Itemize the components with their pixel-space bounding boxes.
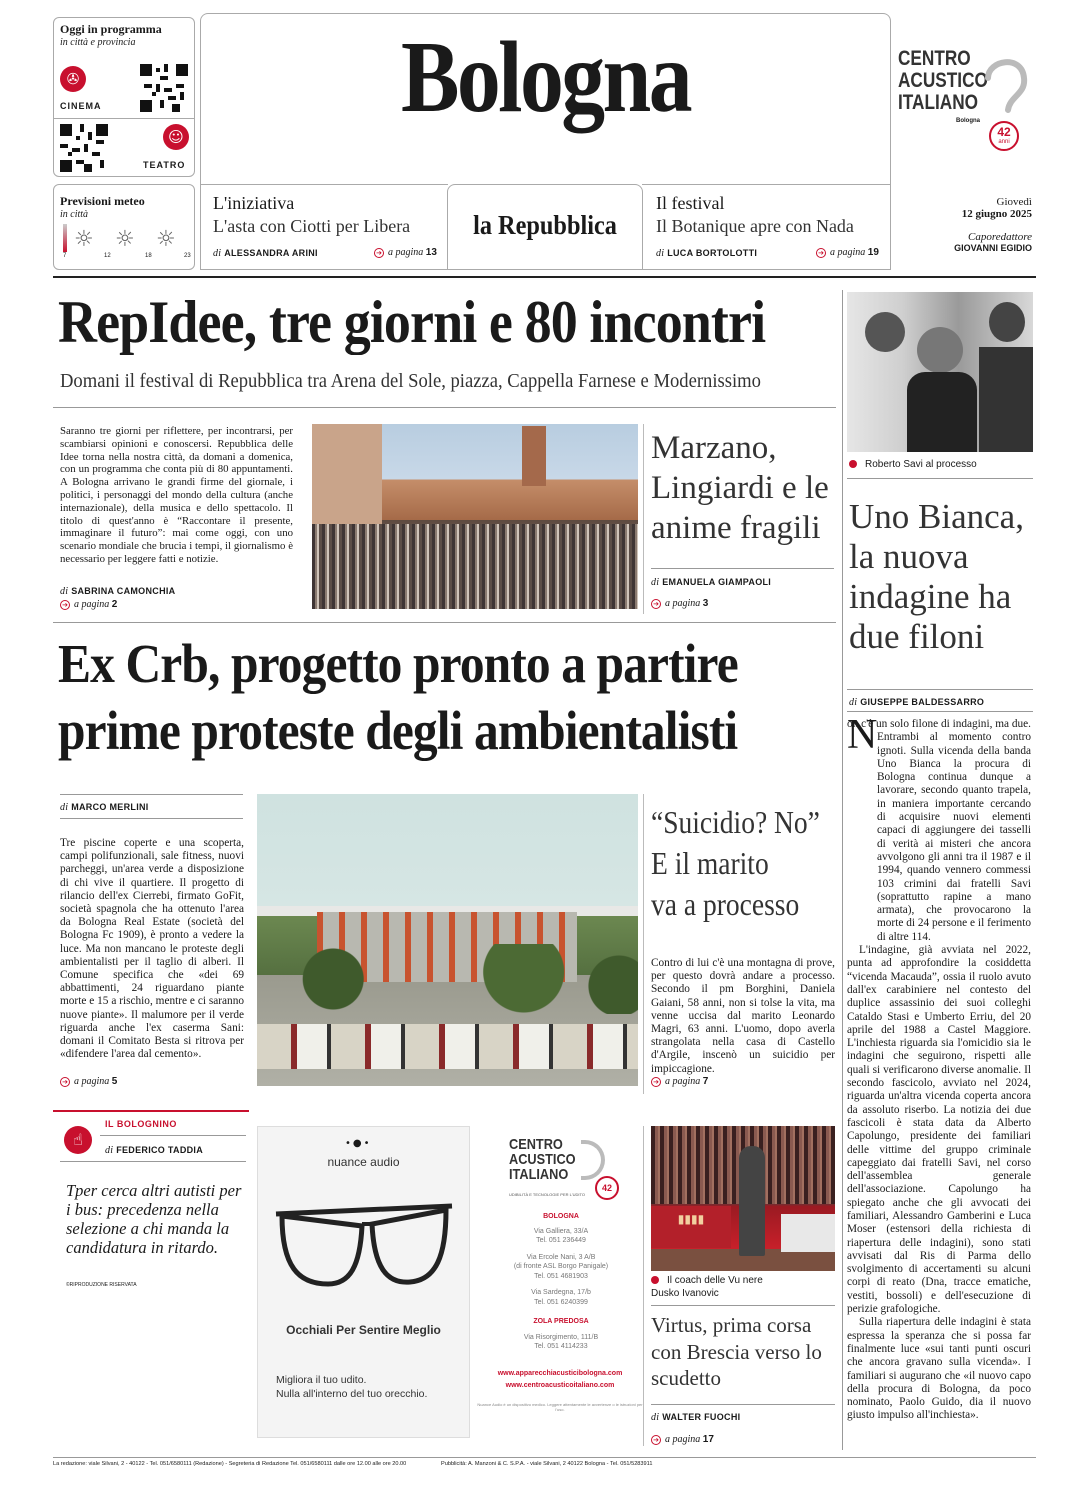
excrb-rule2 <box>60 818 243 819</box>
suicidio-title-1: “Suicidio? No” <box>651 804 820 840</box>
sun-icon: ☼ <box>115 227 135 252</box>
palazzo-shape <box>312 424 382 534</box>
bolognino-rule <box>100 1135 246 1136</box>
masthead-title[interactable]: Bologna <box>400 21 691 134</box>
ad-centre-3: ITALIANO <box>509 1166 569 1183</box>
sponsor-line1: CENTRO <box>898 47 971 70</box>
marzano-author: EMANUELA GIAMPAOLI <box>662 577 772 587</box>
programma-divider <box>53 118 195 119</box>
unobianca-author: GIUSEPPE BALDESSARRO <box>860 697 985 707</box>
person-shape <box>865 312 905 352</box>
footer-redazione: La redazione: viale Silvani, 2 - 40122 - Tel. 051/6580111 (Redazione) - Segreteria di Redazione Tel. 051/6580111 dalle ore 12.00 alle ore 20.00 <box>53 1461 407 1467</box>
ear-icon <box>978 50 1034 120</box>
virtus-caption: Il coach delle Vu nere Dusko Ivanovic <box>651 1275 763 1299</box>
lead-subhead: Domani il festival di Repubblica tra Arena del Sole, piazza, Cappella Farnese e Modernissimo <box>60 370 761 392</box>
sponsor-city: Bologna <box>956 118 980 124</box>
ad-phone: Tel. 051 4114233 <box>534 1343 588 1350</box>
ad-centre-2: ACUSTICO <box>509 1151 576 1168</box>
virtus-author: WALTER FUOCHI <box>662 1412 741 1422</box>
lead-headline[interactable]: RepIdee, tre giorni e 80 incontri <box>58 289 766 355</box>
festival-kicker: Il festival <box>656 193 725 213</box>
iniziativa-byline: di ALESSANDRA ARINI <box>213 248 318 259</box>
excrb-rule <box>60 794 243 795</box>
ad-address: Via Risorgimento, 111/B <box>523 1333 599 1341</box>
bolognino-label: IL BOLOGNINO <box>105 1119 177 1129</box>
bolognino-rule2 <box>60 1161 246 1162</box>
bolognino-icon: ☝ <box>64 1126 92 1154</box>
lead-byline: di SABRINA CAMONCHIA <box>60 586 176 597</box>
arrow-icon: ➔ <box>60 600 70 610</box>
meteo-title: Previsioni meteo <box>60 194 145 208</box>
lead-author: SABRINA CAMONCHIA <box>71 586 176 596</box>
iniziativa-title[interactable]: L'asta con Ciotti per Libera <box>213 216 411 236</box>
cinema-label[interactable]: CINEMA <box>60 101 102 111</box>
meteo-hour: 18 <box>145 253 152 259</box>
arrow-icon: ➔ <box>816 248 826 258</box>
col-rule <box>643 794 644 1094</box>
sun-icon: ☼ <box>74 227 94 252</box>
col-rule <box>643 1126 644 1446</box>
cars-shape <box>257 1024 638 1069</box>
virtus-rule2 <box>651 1404 835 1405</box>
crowd-shape <box>312 524 638 609</box>
glasses-icon <box>268 1196 460 1296</box>
ad-web-2[interactable]: www.centroacusticoitaliano.com <box>505 1382 615 1389</box>
ad-claim-1: Migliora il tuo udito. <box>276 1374 367 1386</box>
virtus-byline: di WALTER FUOCHI <box>651 1412 741 1423</box>
arrow-icon: ➔ <box>60 1077 70 1087</box>
teatro-label[interactable]: TEATRO <box>143 160 186 170</box>
nuance-logo-icon: •●• <box>345 1138 372 1149</box>
savi-photo <box>847 292 1033 452</box>
cinema-qr-icon[interactable] <box>140 64 188 112</box>
bolognino-author: FEDERICO TADDIA <box>116 1145 204 1155</box>
bullet-icon <box>849 460 857 468</box>
bolognino-text[interactable]: Tper cerca altri autisti per i bus: precedenza nella selezione a chi manda la candidatura in ritardo. <box>66 1181 242 1257</box>
meteo-hour: 7 <box>63 253 67 259</box>
iniziativa-kicker: L'iniziativa <box>213 193 295 213</box>
arrow-icon: ➔ <box>651 1435 661 1445</box>
person-shape <box>989 302 1025 342</box>
date-day: Giovedì <box>996 196 1032 208</box>
ad-addresses <box>486 1212 636 1352</box>
person-shape <box>907 372 977 452</box>
ad-address: Via Ercole Nani, 3 A/B <box>526 1253 596 1261</box>
excrb-page-ref[interactable]: ➔ a pagina 5 <box>60 1076 117 1087</box>
sponsor-line2: ACUSTICO <box>898 69 988 92</box>
ad-loc-1: BOLOGNA <box>543 1213 579 1220</box>
ad-web-1[interactable]: www.apparecchiacusticibologna.com <box>497 1370 623 1377</box>
ad-claim-2: Nulla all'interno del tuo orecchio. <box>276 1388 428 1400</box>
ad-brand: nuance audio <box>327 1155 400 1169</box>
virtus-photo <box>651 1126 835 1271</box>
banner-shape <box>781 1214 835 1252</box>
teatro-qr-icon[interactable] <box>60 124 108 172</box>
rendering-photo <box>257 794 638 1086</box>
cinema-icon[interactable]: ✇ <box>60 66 86 92</box>
festival-byline: di LUCA BORTOLOTTI <box>656 248 758 259</box>
sun-icon: ☼ <box>156 227 176 252</box>
unobianca-body <box>847 718 1031 1423</box>
brand-logo[interactable]: la Repubblica <box>473 210 617 240</box>
bullet-icon <box>651 1276 659 1284</box>
marzano-title[interactable]: Marzano, Lingiardi e le anime fragili <box>651 430 829 546</box>
suicidio-title[interactable] <box>651 802 841 925</box>
ad-phone: Tel. 051 6240399 <box>534 1298 588 1306</box>
suicidio-title-2: E il marito <box>651 845 769 881</box>
marzano-byline: di EMANUELA GIAMPAOLI <box>651 577 772 588</box>
ad-address-note: (di fronte ASL Borgo Panigale) <box>513 1263 609 1270</box>
ad-slogan: Occhiali Per Sentire Meglio <box>286 1323 441 1337</box>
ad-fine-print: Nuance Audio è un dispositivo medico. Leggere attentamente le avvertenze o le istruzioni per l'uso. <box>477 1402 643 1412</box>
trees-shape <box>257 944 638 1014</box>
teatro-icon[interactable]: ☺ <box>163 124 189 150</box>
ad-ear-icon <box>581 1140 605 1180</box>
header-rule <box>53 276 1036 278</box>
excrb-headline-1[interactable]: Ex Crb, progetto pronto a partire <box>58 633 738 694</box>
date-date: 12 giugno 2025 <box>961 208 1032 220</box>
festival-title[interactable]: Il Botanique apre con Nada <box>656 216 854 236</box>
savi-caption: Roberto Savi al processo <box>849 459 977 470</box>
lead-body: Saranno tre giorni per riflettere, per incontrarsi, per scambiarsi opinioni e conoscersi. Repubblica delle Idee torna nella nostra città, da domani a domenica, con un programma che conta più di 80 appuntamenti. A Bologna arrivano le grandi firme del giornale, i politici, i personaggi del mondo della cultura (anche internazionale), della musica e dello spettacolo. Il titolo di quest'anno è “Raccontare il presente, immaginare il futuro”: mai come oggi, con uno scenario mondiale che brucia i tempi, il giornalismo è necessario per leggere fatti e notizie. <box>60 425 293 565</box>
sponsor-years: 42 <box>997 125 1011 139</box>
ad-loc-2: ZOLA PREDOSA <box>533 1318 589 1325</box>
footer-rule <box>53 1457 1036 1458</box>
suicidio-title-3: va a processo <box>651 886 800 922</box>
sponsor-years-label: anni <box>998 139 1010 145</box>
ad-centre-1: CENTRO <box>509 1136 563 1153</box>
marzano-page-ref[interactable]: ➔ a pagina 3 <box>651 598 708 609</box>
festival-page-ref[interactable]: ➔ a pagina 19 <box>816 247 879 258</box>
person-shape <box>979 347 1033 452</box>
marzano-rule <box>651 568 834 569</box>
unobianca-rule <box>847 689 1033 690</box>
iniziativa-page-ref[interactable]: ➔ a pagina 13 <box>374 247 437 258</box>
banner-shape: ▮▮▮▮ <box>651 1206 731 1248</box>
excrb-top-rule <box>53 622 836 623</box>
unobianca-dropcap: N <box>847 712 878 758</box>
meteo-hour: 23 <box>184 253 191 259</box>
tower-shape <box>522 426 546 486</box>
lead-page-ref[interactable]: ➔ a pagina 2 <box>60 599 117 610</box>
excrb-byline: di MARCO MERLINI <box>60 802 149 813</box>
ad-address: Via Sardegna, 17/b <box>531 1289 591 1296</box>
lead-rule <box>53 407 836 408</box>
suicidio-body: Contro di lui c'è una montagna di prove, per questo dovrà andare a processo. Secondo il pm Borghini, Daniela Gaiani, 58 anni, non si tolse la vita, ma venne uccisa dal marito Leonardo Magri, 63 anni. L'uomo, dopo averla strangolata nella casa di Castello d'Argile, inscenò un suicidio per impiccagione. <box>651 957 835 1075</box>
iniziativa-author: ALESSANDRA ARINI <box>224 248 318 258</box>
unobianca-body-1: on c'è un solo filone di indagini, ma due. Entrambi al momento contro ignoti. Sulla vicenda della banda Uno Bianca la procura di Bologna continua dunque a lavorare, secondo quanto trapela, in maniera importante cercando di acquisire nuovi elementi capaci di aggiungere dei tasselli di verità ai misteri che ancora avvolgono gli anni tra il 1987 e il 1994, quando vennero commessi 103 crimini dai fratelli Savi (soprattutto rapine a mano armata), che provocarono la morte di 24 persone e il ferimento di altre 114. <box>847 718 1032 943</box>
unobianca-body-2: L'indagine, già avviata nel 2022, punta ad approfondire la cosiddetta “vicenda Macauda”, ossia il ruolo avuto dall'ex carabiniere nel contesto del duplice assassinio dei suoi colleghi Cataldo Stasi e Umberto Erriu, del 20 aprile del 1988 a Castel Maggiore. L'inchiesta riguarda sia l'omicidio sia le indagini che seguirono, rispetti alle quali si verificarono diverse anomalie. Il secondo fascicolo, avviato nel 2024, riguarda un'altra vicenda coperta ancora da assoluto riserbo. La notizia dei due fascicoli è stata data da Alberto Capolungo, presidente dei familiari delle vittime del gruppo criminale capeggiato dai fratelli Savi, nel corso dell'assemblea generale dell'associazione. Capolungo ha spiegato anche che gli avvocati dei familiari, Alessandro Gamberini e Luca Moser (estensori della richiesta di riapertura delle indagini), sono stati avvisati dal Ris di Parma dello svolgimento di accertamenti su alcuni corpi di reato (Dna, tracce ematiche, vestiti, bossoli) e dell'esecuzione di perizie grafologiche. <box>847 944 1031 1316</box>
virtus-rule <box>651 1305 835 1306</box>
arrow-icon: ➔ <box>651 599 661 609</box>
unobianca-byline: di GIUSEPPE BALDESSARRO <box>849 697 985 708</box>
coach-shape <box>739 1146 765 1256</box>
excrb-author: MARCO MERLINI <box>71 802 149 812</box>
person-shape <box>917 327 963 373</box>
ad-phone: Tel. 051 4681903 <box>534 1272 588 1280</box>
ad-address: Via Galliera, 33/A <box>533 1227 589 1235</box>
ad-tagline: UDIBILITÀ E TECNOLOGIE PER L'UDITO <box>509 1192 585 1197</box>
right-column-rule <box>842 290 843 1450</box>
date-name: GIOVANNI EGIDIO <box>954 243 1032 253</box>
date-role: Caporedattore <box>968 231 1032 243</box>
programma-subtitle: in città e provincia <box>60 37 136 48</box>
virtus-caption-2: Dusko Ivanovic <box>651 1288 719 1299</box>
excrb-body: Tre piscine coperte e una scoperta, campi polifunzionali, sale fitness, nuovi parcheggi, un'area verde a disposizione di chi vive il quartiere. Il progetto di rilancio dell'ex Cierrebi, firmato GoFit, società spagnola che ha ottenuto l'area da Bologna Real Estate (società del Bologna Fc 1909), è pronto a vedere la luce. Ma non mancano le proteste degli ambientalisti per il taglio di alberi. Il Comune specifica che «dei 69 abbattimenti, 24 riguardano piante morte e 15 a rischio, mentre e ci saranno nuove piante». Il malumore per il verde riguarda anche l'ex caserma Sani: domani il Comitato Besta si ritrova per «difendere l'area dal cemento». <box>60 837 244 1061</box>
unobianca-body-3: Sulla riapertura delle indagini è stata espressa la speranza che si possa far finalmente luce «sui tanti punti oscuri che ancora gravano sulla vicenda». I familiari si augurano che «il nuovo capo della procura di Bologna, da poco nominato, Paolo Guido, dia il nuovo giusto impulso all'inchiesta». <box>847 1316 1031 1422</box>
bolognino-rights: ©RIPRODUZIONE RISERVATA <box>66 1282 137 1288</box>
ad-badge: 42 <box>595 1176 619 1200</box>
sponsor-badge <box>989 121 1019 151</box>
meteo-bar <box>63 224 67 252</box>
unobianca-title[interactable]: Uno Bianca, la nuova indagine ha due filoni <box>849 497 1024 656</box>
meteo-hour: 12 <box>104 253 111 259</box>
piazza-photo <box>312 424 638 609</box>
virtus-page-ref[interactable]: ➔ a pagina 17 <box>651 1434 714 1445</box>
arrow-icon: ➔ <box>651 1077 661 1087</box>
suicidio-page-ref[interactable]: ➔ a pagina 7 <box>651 1076 708 1087</box>
excrb-headline-2[interactable]: prime proteste degli ambientalisti <box>58 700 738 761</box>
virtus-title[interactable]: Virtus, prima corsa con Brescia verso lo scudetto <box>651 1313 822 1390</box>
sponsor-line3: ITALIANO <box>898 91 979 114</box>
meteo-subtitle: in città <box>60 209 89 220</box>
programma-title: Oggi in programma <box>60 22 162 36</box>
festival-author: LUCA BORTOLOTTI <box>667 248 758 258</box>
savi-rule <box>847 478 1033 479</box>
footer-pubblicita: Pubblicità: A. Manzoni & C. S.P.A. - viale Silvani, 2 40122 Bologna - Tel. 051/5283911 <box>441 1461 653 1467</box>
ad-phone: Tel. 051 236449 <box>536 1237 586 1244</box>
date-block <box>895 196 1032 253</box>
arrow-icon: ➔ <box>374 248 384 258</box>
col-rule <box>643 424 644 614</box>
ad-centre-logo <box>509 1137 576 1182</box>
bolognino-byline: di FEDERICO TADDIA <box>105 1145 204 1156</box>
